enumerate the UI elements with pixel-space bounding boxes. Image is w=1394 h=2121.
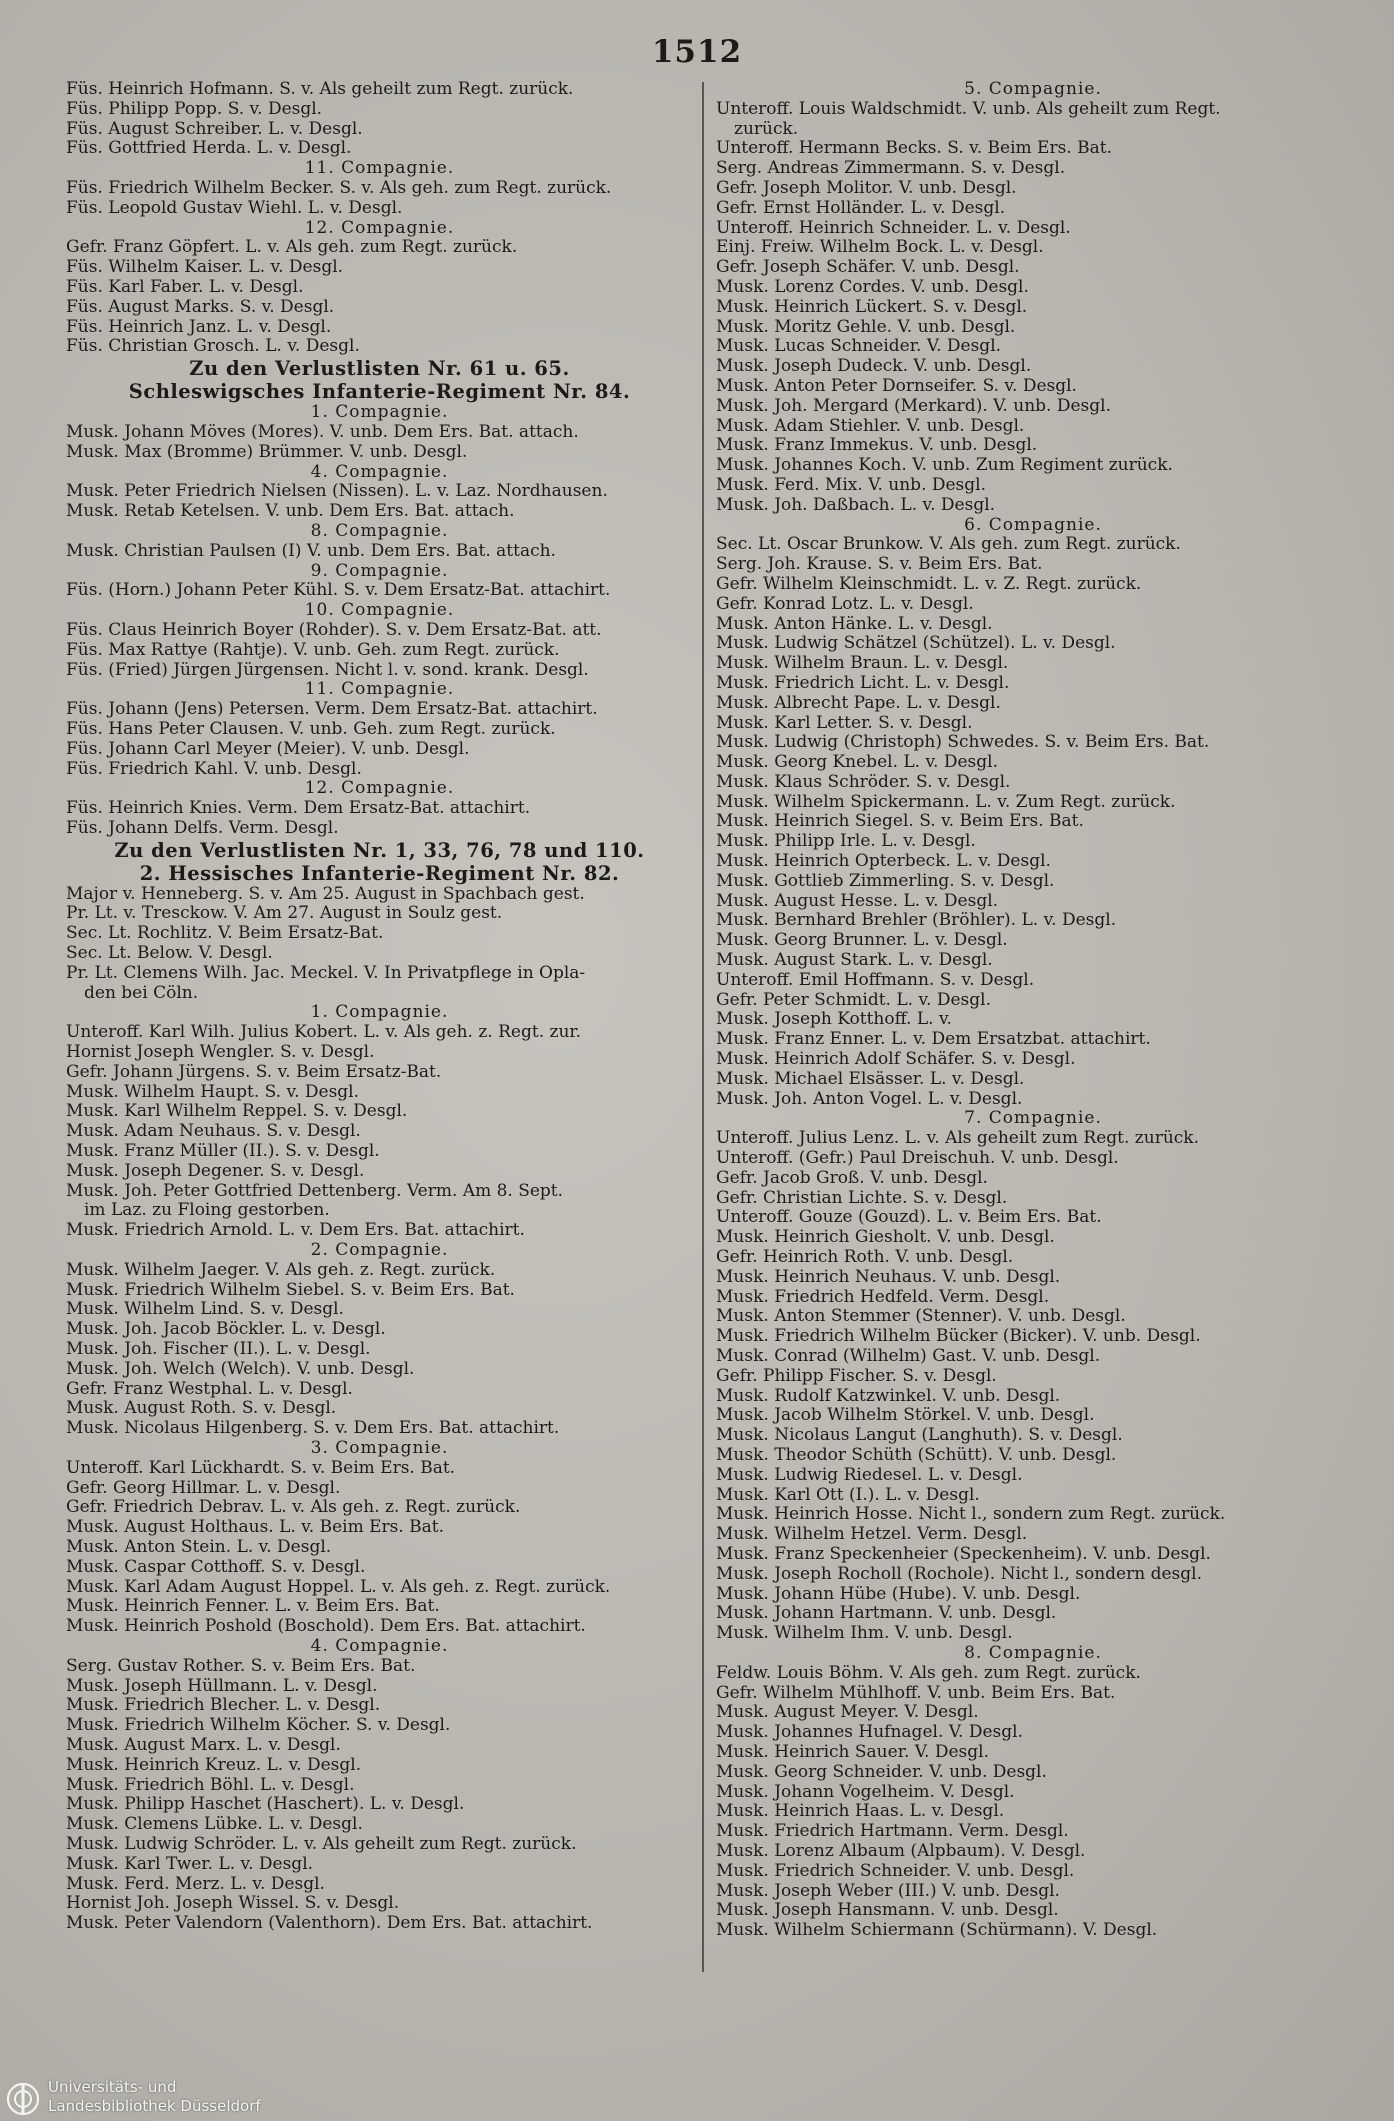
list-entry: Musk. Franz Immekus. V. unb. Desgl. xyxy=(716,436,1038,456)
list-entry: Pr. Lt. Clemens Wilh. Jac. Meckel. V. In Privatpflege in Opla- xyxy=(66,963,586,983)
list-entry: Musk. Joh. Mergard (Merkard). V. unb. Desgl. xyxy=(716,396,1111,416)
company-heading: 5. Compagnie. xyxy=(964,80,1102,99)
list-entry: Pr. Lt. v. Tresckow. V. Am 27. August in Soulz gest. xyxy=(66,904,503,924)
list-entry-continuation: im Laz. zu Floing gestorben. xyxy=(84,1201,330,1221)
list-entry: Musk. Georg Brunner. L. v. Desgl. xyxy=(716,931,1008,951)
library-logo-icon xyxy=(6,2082,40,2116)
list-entry: Unteroff. Julius Lenz. L. v. Als geheilt zum Regt. zurück. xyxy=(716,1129,1199,1149)
list-entry: Musk. Heinrich Sauer. V. Desgl. xyxy=(716,1742,990,1762)
list-entry: Unteroff. Louis Waldschmidt. V. unb. Als geheilt zum Regt. xyxy=(716,99,1221,119)
list-entry: Musk. Philipp Haschet (Haschert). L. v. Desgl. xyxy=(66,1795,465,1815)
list-entry: Musk. Joseph Dudeck. V. unb. Desgl. xyxy=(716,357,1032,377)
list-entry: Gefr. Franz Westphal. L. v. Desgl. xyxy=(66,1379,353,1399)
list-entry: Füs. August Marks. S. v. Desgl. xyxy=(66,297,335,317)
list-entry: Gefr. Wilhelm Kleinschmidt. L. v. Z. Regt. zurück. xyxy=(716,574,1142,594)
list-entry: Musk. Bernhard Brehler (Bröhler). L. v. Desgl. xyxy=(716,911,1117,931)
list-entry: Musk. Ferd. Merz. L. v. Desgl. xyxy=(66,1874,325,1894)
list-entry: Musk. Moritz Gehle. V. unb. Desgl. xyxy=(716,317,1016,337)
list-entry: Unteroff. Karl Wilh. Julius Kobert. L. v. Als geh. z. Regt. zur. xyxy=(66,1023,582,1043)
list-entry: Musk. Jacob Wilhelm Störkel. V. unb. Desgl. xyxy=(716,1406,1095,1426)
list-entry: Musk. Joseph Kotthoff. L. v. xyxy=(716,1010,952,1030)
list-entry: Gefr. Wilhelm Mühlhoff. V. unb. Beim Ers. Bat. xyxy=(716,1683,1116,1703)
list-entry: Musk. Franz Speckenheier (Speckenheim). V. unb. Desgl. xyxy=(716,1544,1211,1564)
company-heading: 12. Compagnie. xyxy=(304,218,455,238)
list-entry: Musk. Friedrich Wilhelm Bücker (Bicker). V. unb. Desgl. xyxy=(716,1327,1201,1347)
list-entry: Musk. Johannes Koch. V. unb. Zum Regiment zurück. xyxy=(716,456,1173,476)
list-entry: Musk. Heinrich Haas. L. v. Desgl. xyxy=(716,1802,1005,1822)
list-entry: Musk. Wilhelm Braun. L. v. Desgl. xyxy=(716,654,1009,674)
list-entry: Füs. Max Rattye (Rahtje). V. unb. Geh. zum Regt. zurück. xyxy=(66,640,560,660)
list-entry: Musk. Joseph Hüllmann. L. v. Desgl. xyxy=(66,1676,378,1696)
company-heading: 9. Compagnie. xyxy=(310,561,449,581)
right-column xyxy=(716,80,1350,1941)
list-entry: Musk. Karl Wilhelm Reppel. S. v. Desgl. xyxy=(66,1102,408,1122)
list-entry: Musk. Karl Adam August Hoppel. L. v. Als geh. z. Regt. zurück. xyxy=(66,1577,611,1597)
company-heading: 11. Compagnie. xyxy=(304,680,455,700)
list-entry: Gefr. Johann Jürgens. S. v. Beim Ersatz-Bat. xyxy=(66,1062,442,1082)
company-heading: 10. Compagnie. xyxy=(304,601,455,621)
list-entry: Musk. August Stark. L. v. Desgl. xyxy=(716,951,993,971)
list-entry: Musk. Johann Vogelheim. V. Desgl. xyxy=(716,1782,1015,1802)
list-entry: Musk. Ludwig (Christoph) Schwedes. S. v. Beim Ers. Bat. xyxy=(716,733,1210,753)
list-entry: Hornist Joh. Joseph Wissel. S. v. Desgl. xyxy=(66,1894,400,1914)
section-heading: Schleswigsches Infanterie-Regiment Nr. 84. xyxy=(128,380,631,404)
list-entry: Einj. Freiw. Wilhelm Bock. L. v. Desgl. xyxy=(716,238,1044,258)
library-name xyxy=(48,2078,261,2116)
list-entry: Musk. Anton Peter Dornseifer. S. v. Desgl. xyxy=(716,376,1077,396)
list-entry: Musk. Klaus Schröder. S. v. Desgl. xyxy=(716,772,1011,792)
list-entry: Musk. Joh. Jacob Böckler. L. v. Desgl. xyxy=(66,1320,386,1340)
list-entry: Musk. Karl Letter. S. v. Desgl. xyxy=(716,713,973,733)
list-entry: Füs. Hans Peter Clausen. V. unb. Geh. zum Regt. zurück. xyxy=(66,719,556,739)
list-entry: Musk. Friedrich Schneider. V. unb. Desgl. xyxy=(716,1861,1075,1881)
list-entry: Musk. Johann Möves (Mores). V. unb. Dem Ers. Bat. attach. xyxy=(66,422,579,442)
list-entry: Füs. Friedrich Kahl. V. unb. Desgl. xyxy=(66,759,362,779)
list-entry: Füs. Friedrich Wilhelm Becker. S. v. Als geh. zum Regt. zurück. xyxy=(66,178,612,198)
list-entry: Füs. Wilhelm Kaiser. L. v. Desgl. xyxy=(66,258,344,278)
list-entry: Musk. Heinrich Hosse. Nicht l., sondern zum Regt. zurück. xyxy=(716,1505,1226,1525)
list-entry: Musk. Philipp Irle. L. v. Desgl. xyxy=(716,832,976,852)
list-entry: Sec. Lt. Rochlitz. V. Beim Ersatz-Bat. xyxy=(66,924,384,944)
list-entry: Gefr. Philipp Fischer. S. v. Desgl. xyxy=(716,1366,997,1386)
list-entry: Musk. Heinrich Neuhaus. V. unb. Desgl. xyxy=(716,1267,1061,1287)
list-entry: Gefr. Ernst Holländer. L. v. Desgl. xyxy=(716,198,1006,218)
company-heading: 8. Compagnie. xyxy=(310,521,449,541)
list-entry: Musk. Friedrich Böhl. L. v. Desgl. xyxy=(66,1775,355,1795)
list-entry: Musk. Heinrich Opterbeck. L. v. Desgl. xyxy=(716,852,1051,872)
list-entry: Füs. August Schreiber. L. v. Desgl. xyxy=(66,119,363,139)
list-entry: Gefr. Joseph Molitor. V. unb. Desgl. xyxy=(716,178,1017,198)
list-entry: Musk. Ludwig Riedesel. L. v. Desgl. xyxy=(716,1465,1023,1485)
list-entry: Musk. Joh. Anton Vogel. L. v. Desgl. xyxy=(716,1089,1023,1109)
list-entry: Unteroff. Gouze (Gouzd). L. v. Beim Ers. Bat. xyxy=(716,1208,1102,1228)
list-entry: Musk. Karl Twer. L. v. Desgl. xyxy=(66,1854,314,1874)
list-entry: Musk. Christian Paulsen (I) V. unb. Dem Ers. Bat. attach. xyxy=(66,541,556,561)
list-entry: Gefr. Joseph Schäfer. V. unb. Desgl. xyxy=(716,258,1020,278)
list-entry: Füs. Gottfried Herda. L. v. Desgl. xyxy=(66,139,352,159)
list-entry: Unteroff. Heinrich Schneider. L. v. Desgl. xyxy=(716,218,1071,238)
list-entry: Musk. Friedrich Licht. L. v. Desgl. xyxy=(716,673,1010,693)
list-entry: Musk. August Roth. S. v. Desgl. xyxy=(66,1399,337,1419)
list-entry: Musk. Max (Bromme) Brümmer. V. unb. Desgl. xyxy=(66,442,468,462)
list-entry: Musk. Georg Knebel. L. v. Desgl. xyxy=(716,753,999,773)
list-entry: Musk. Lorenz Albaum (Alpbaum). V. Desgl. xyxy=(716,1841,1086,1861)
list-entry: Füs. Heinrich Knies. Verm. Dem Ersatz-Bat. attachirt. xyxy=(66,799,531,819)
list-entry: Musk. Lorenz Cordes. V. unb. Desgl. xyxy=(716,277,1029,297)
page-number: 1512 xyxy=(651,34,743,70)
list-entry: Musk. Friedrich Blecher. L. v. Desgl. xyxy=(66,1696,381,1716)
list-entry: Musk. Theodor Schüth (Schütt). V. unb. Desgl. xyxy=(716,1445,1117,1465)
company-heading: 1. Compagnie. xyxy=(310,403,449,423)
list-entry: Musk. Joh. Daßbach. L. v. Desgl. xyxy=(716,495,996,515)
list-entry: Musk. Anton Hänke. L. v. Desgl. xyxy=(716,614,993,634)
list-entry: Unteroff. Karl Lückhardt. S. v. Beim Ers. Bat. xyxy=(66,1458,456,1478)
list-entry: Musk. August Holthaus. L. v. Beim Ers. Bat. xyxy=(66,1518,445,1538)
list-entry: Musk. Friedrich Hartmann. Verm. Desgl. xyxy=(716,1822,1069,1842)
company-heading: 7. Compagnie. xyxy=(964,1109,1102,1129)
list-entry: Musk. Georg Schneider. V. unb. Desgl. xyxy=(716,1762,1047,1782)
list-entry: Musk. Peter Valendorn (Valenthorn). Dem Ers. Bat. attachirt. xyxy=(66,1914,593,1934)
list-entry: Gefr. Heinrich Roth. V. unb. Desgl. xyxy=(716,1248,1014,1268)
list-entry: Musk. Wilhelm Spickermann. L. v. Zum Regt. zurück. xyxy=(716,792,1176,812)
list-entry: Musk. Lucas Schneider. V. Desgl. xyxy=(716,337,1002,357)
list-entry: Musk. Joh. Welch (Welch). V. unb. Desgl. xyxy=(66,1359,415,1379)
list-entry: Musk. Gottlieb Zimmerling. S. v. Desgl. xyxy=(716,871,1055,891)
list-entry: Musk. Friedrich Hedfeld. Verm. Desgl. xyxy=(716,1287,1050,1307)
list-entry: Füs. Heinrich Janz. L. v. Desgl. xyxy=(66,317,332,337)
list-entry: Musk. Heinrich Giesholt. V. unb. Desgl. xyxy=(716,1228,1055,1248)
list-entry: Unteroff. Hermann Becks. S. v. Beim Ers. Bat. xyxy=(716,139,1112,159)
list-entry: Musk. Albrecht Pape. L. v. Desgl. xyxy=(716,693,1001,713)
list-entry: Unteroff. (Gefr.) Paul Dreischuh. V. unb. Desgl. xyxy=(716,1149,1119,1169)
list-entry: Musk. Heinrich Siegel. S. v. Beim Ers. Bat. xyxy=(716,812,1084,832)
list-entry: Musk. Franz Enner. L. v. Dem Ersatzbat. attachirt. xyxy=(716,1030,1151,1050)
list-entry: Musk. Conrad (Wilhelm) Gast. V. unb. Desgl. xyxy=(716,1347,1101,1366)
list-entry: Musk. Friedrich Arnold. L. v. Dem Ers. Bat. attachirt. xyxy=(66,1221,525,1241)
list-entry: Gefr. Franz Göpfert. L. v. Als geh. zum Regt. zurück. xyxy=(66,238,518,258)
company-heading: 2. Compagnie. xyxy=(310,1241,449,1261)
list-entry: Musk. Caspar Cotthoff. S. v. Desgl. xyxy=(66,1557,366,1577)
section-heading: Zu den Verlustlisten Nr. 1, 33, 76, 78 und 110. xyxy=(114,838,645,862)
list-entry: Musk. Michael Elsässer. L. v. Desgl. xyxy=(716,1069,1025,1089)
list-entry: Musk. Wilhelm Haupt. S. v. Desgl. xyxy=(66,1082,360,1102)
list-entry: Musk. Heinrich Poshold (Boschold). Dem Ers. Bat. attachirt. xyxy=(66,1617,586,1637)
list-entry: Musk. Heinrich Lückert. S. v. Desgl. xyxy=(716,297,1028,317)
left-column xyxy=(66,80,693,1934)
list-entry: Musk. Joseph Degener. S. v. Desgl. xyxy=(66,1161,365,1181)
list-entry: Unteroff. Emil Hoffmann. S. v. Desgl. xyxy=(716,970,1035,990)
company-heading: 4. Compagnie. xyxy=(310,462,449,482)
list-entry: Musk. Friedrich Wilhelm Köcher. S. v. Desgl. xyxy=(66,1716,451,1736)
list-entry: Musk. Johannes Hufnagel. V. Desgl. xyxy=(716,1723,1023,1743)
list-entry: Füs. Johann (Jens) Petersen. Verm. Dem Ersatz-Bat. attachirt. xyxy=(66,700,598,720)
list-entry: Musk. Peter Friedrich Nielsen (Nissen). L. v. Laz. Nordhausen. xyxy=(66,482,608,502)
list-entry: Sec. Lt. Below. V. Desgl. xyxy=(66,944,273,964)
list-entry: Musk. Joseph Rocholl (Rochole). Nicht l., sondern desgl. xyxy=(716,1564,1202,1584)
list-entry: Musk. Wilhelm Schiermann (Schürmann). V. Desgl. xyxy=(716,1921,1158,1941)
company-heading: 6. Compagnie. xyxy=(964,515,1102,535)
company-heading: 4. Compagnie. xyxy=(310,1636,449,1656)
company-heading: 11. Compagnie. xyxy=(304,159,455,179)
list-entry: Musk. Wilhelm Lind. S. v. Desgl. xyxy=(66,1300,344,1320)
list-entry: Musk. Friedrich Wilhelm Siebel. S. v. Beim Ers. Bat. xyxy=(66,1280,515,1300)
list-entry: Musk. Joh. Fischer (II.). L. v. Desgl. xyxy=(66,1340,371,1360)
list-entry: Musk. Adam Stiehler. V. unb. Desgl. xyxy=(716,416,1025,436)
list-entry: Musk. August Meyer. V. Desgl. xyxy=(716,1703,979,1723)
list-entry: Musk. Johann Hartmann. V. unb. Desgl. xyxy=(716,1604,1057,1624)
list-entry: Füs. Philipp Popp. S. v. Desgl. xyxy=(66,99,323,119)
list-entry: Musk. Adam Neuhaus. S. v. Desgl. xyxy=(66,1122,361,1142)
list-entry: Musk. Rudolf Katzwinkel. V. unb. Desgl. xyxy=(716,1386,1061,1406)
list-entry: Musk. Johann Hübe (Hube). V. unb. Desgl. xyxy=(716,1584,1081,1604)
list-entry: Serg. Andreas Zimmermann. S. v. Desgl. xyxy=(716,159,1066,179)
list-entry: Gefr. Peter Schmidt. L. v. Desgl. xyxy=(716,990,991,1010)
list-entry: Musk. Anton Stein. L. v. Desgl. xyxy=(66,1537,332,1557)
list-entry: Musk. Franz Müller (II.). S. v. Desgl. xyxy=(66,1142,380,1162)
list-entry: Musk. Joh. Peter Gottfried Dettenberg. Verm. Am 8. Sept. xyxy=(66,1181,564,1201)
list-entry: Musk. Joseph Hansmann. V. unb. Desgl. xyxy=(716,1901,1059,1921)
list-entry-continuation: zurück. xyxy=(734,119,799,139)
list-entry: Füs. Christian Grosch. L. v. Desgl. xyxy=(66,337,360,357)
list-entry: Musk. Ludwig Schröder. L. v. Als geheilt zum Regt. zurück. xyxy=(66,1834,577,1854)
list-entry: Füs. Johann Carl Meyer (Meier). V. unb. Desgl. xyxy=(66,739,470,759)
list-entry: Musk. Nicolaus Hilgenberg. S. v. Dem Ers. Bat. attachirt. xyxy=(66,1419,560,1439)
list-entry: Gefr. Konrad Lotz. L. v. Desgl. xyxy=(716,594,974,614)
company-heading: 1. Compagnie. xyxy=(310,1003,449,1023)
list-entry: Feldw. Louis Böhm. V. Als geh. zum Regt. zurück. xyxy=(716,1663,1141,1683)
company-heading: 8. Compagnie. xyxy=(964,1643,1102,1663)
list-entry: Gefr. Christian Lichte. S. v. Desgl. xyxy=(716,1188,1008,1208)
list-entry-continuation: den bei Cöln. xyxy=(84,983,199,1003)
list-entry: Musk. Ludwig Schätzel (Schützel). L. v. Desgl. xyxy=(716,634,1116,654)
library-footer xyxy=(0,2070,300,2120)
list-entry: Hornist Joseph Wengler. S. v. Desgl. xyxy=(66,1043,375,1063)
list-entry: Musk. Heinrich Kreuz. L. v. Desgl. xyxy=(66,1755,362,1775)
section-heading: Zu den Verlustlisten Nr. 61 u. 65. xyxy=(189,357,570,381)
column-divider xyxy=(702,82,704,1972)
company-heading: 3. Compagnie. xyxy=(310,1439,449,1458)
list-entry: Gefr. Friedrich Debrav. L. v. Als geh. z. Regt. zurück. xyxy=(66,1498,521,1518)
list-entry: Musk. Nicolaus Langut (Langhuth). S. v. Desgl. xyxy=(716,1426,1123,1446)
list-entry: Gefr. Georg Hillmar. L. v. Desgl. xyxy=(66,1478,341,1498)
list-entry: Sec. Lt. Oscar Brunkow. V. Als geh. zum Regt. zurück. xyxy=(716,535,1181,555)
list-entry: Musk. Heinrich Adolf Schäfer. S. v. Desgl. xyxy=(716,1050,1076,1070)
list-entry: Musk. August Hesse. L. v. Desgl. xyxy=(716,891,999,911)
list-entry: Musk. Clemens Lübke. L. v. Desgl. xyxy=(66,1815,363,1835)
list-entry: Musk. Joseph Weber (III.) V. unb. Desgl. xyxy=(716,1881,1060,1901)
list-entry: Musk. Heinrich Fenner. L. v. Beim Ers. Bat. xyxy=(66,1597,440,1617)
company-heading: 12. Compagnie. xyxy=(304,779,455,799)
list-entry: Füs. Leopold Gustav Wiehl. L. v. Desgl. xyxy=(66,198,403,218)
list-entry: Musk. Karl Ott (I.). L. v. Desgl. xyxy=(716,1485,980,1505)
list-entry: Serg. Gustav Rother. S. v. Beim Ers. Bat. xyxy=(66,1656,416,1676)
list-entry: Musk. Anton Stemmer (Stenner). V. unb. Desgl. xyxy=(716,1307,1126,1327)
list-entry: Gefr. Jacob Groß. V. unb. Desgl. xyxy=(716,1168,988,1188)
section-heading: 2. Hessisches Infanterie-Regiment Nr. 82. xyxy=(139,861,620,885)
list-entry: Füs. Heinrich Hofmann. S. v. Als geheilt zum Regt. zurück. xyxy=(66,80,574,99)
list-entry: Füs. Claus Heinrich Boyer (Rohder). S. v. Dem Ersatz-Bat. att. xyxy=(66,620,602,640)
list-entry: Füs. (Fried) Jürgen Jürgensen. Nicht l. v. sond. krank. Desgl. xyxy=(66,660,589,680)
list-entry: Füs. Johann Delfs. Verm. Desgl. xyxy=(66,818,339,838)
list-entry: Serg. Joh. Krause. S. v. Beim Ers. Bat. xyxy=(716,555,1043,575)
list-entry: Musk. Wilhelm Hetzel. Verm. Desgl. xyxy=(716,1525,1028,1545)
list-entry: Füs. Karl Faber. L. v. Desgl. xyxy=(66,277,304,297)
list-entry: Musk. Wilhelm Jaeger. V. Als geh. z. Regt. zurück. xyxy=(66,1260,496,1280)
list-entry: Musk. Wilhelm Ihm. V. unb. Desgl. xyxy=(716,1624,1013,1644)
list-entry: Major v. Henneberg. S. v. Am 25. August in Spachbach gest. xyxy=(66,884,585,904)
list-entry: Musk. August Marx. L. v. Desgl. xyxy=(66,1735,341,1755)
list-entry: Musk. Ferd. Mix. V. unb. Desgl. xyxy=(716,475,987,495)
library-name-line1: Universitäts- und xyxy=(48,2078,177,2096)
library-name-line2: Landesbibliothek Düsseldorf xyxy=(48,2097,261,2115)
list-entry: Musk. Retab Ketelsen. V. unb. Dem Ers. Bat. attach. xyxy=(66,502,515,522)
list-entry: Füs. (Horn.) Johann Peter Kühl. S. v. Dem Ersatz-Bat. attachirt. xyxy=(66,581,611,601)
